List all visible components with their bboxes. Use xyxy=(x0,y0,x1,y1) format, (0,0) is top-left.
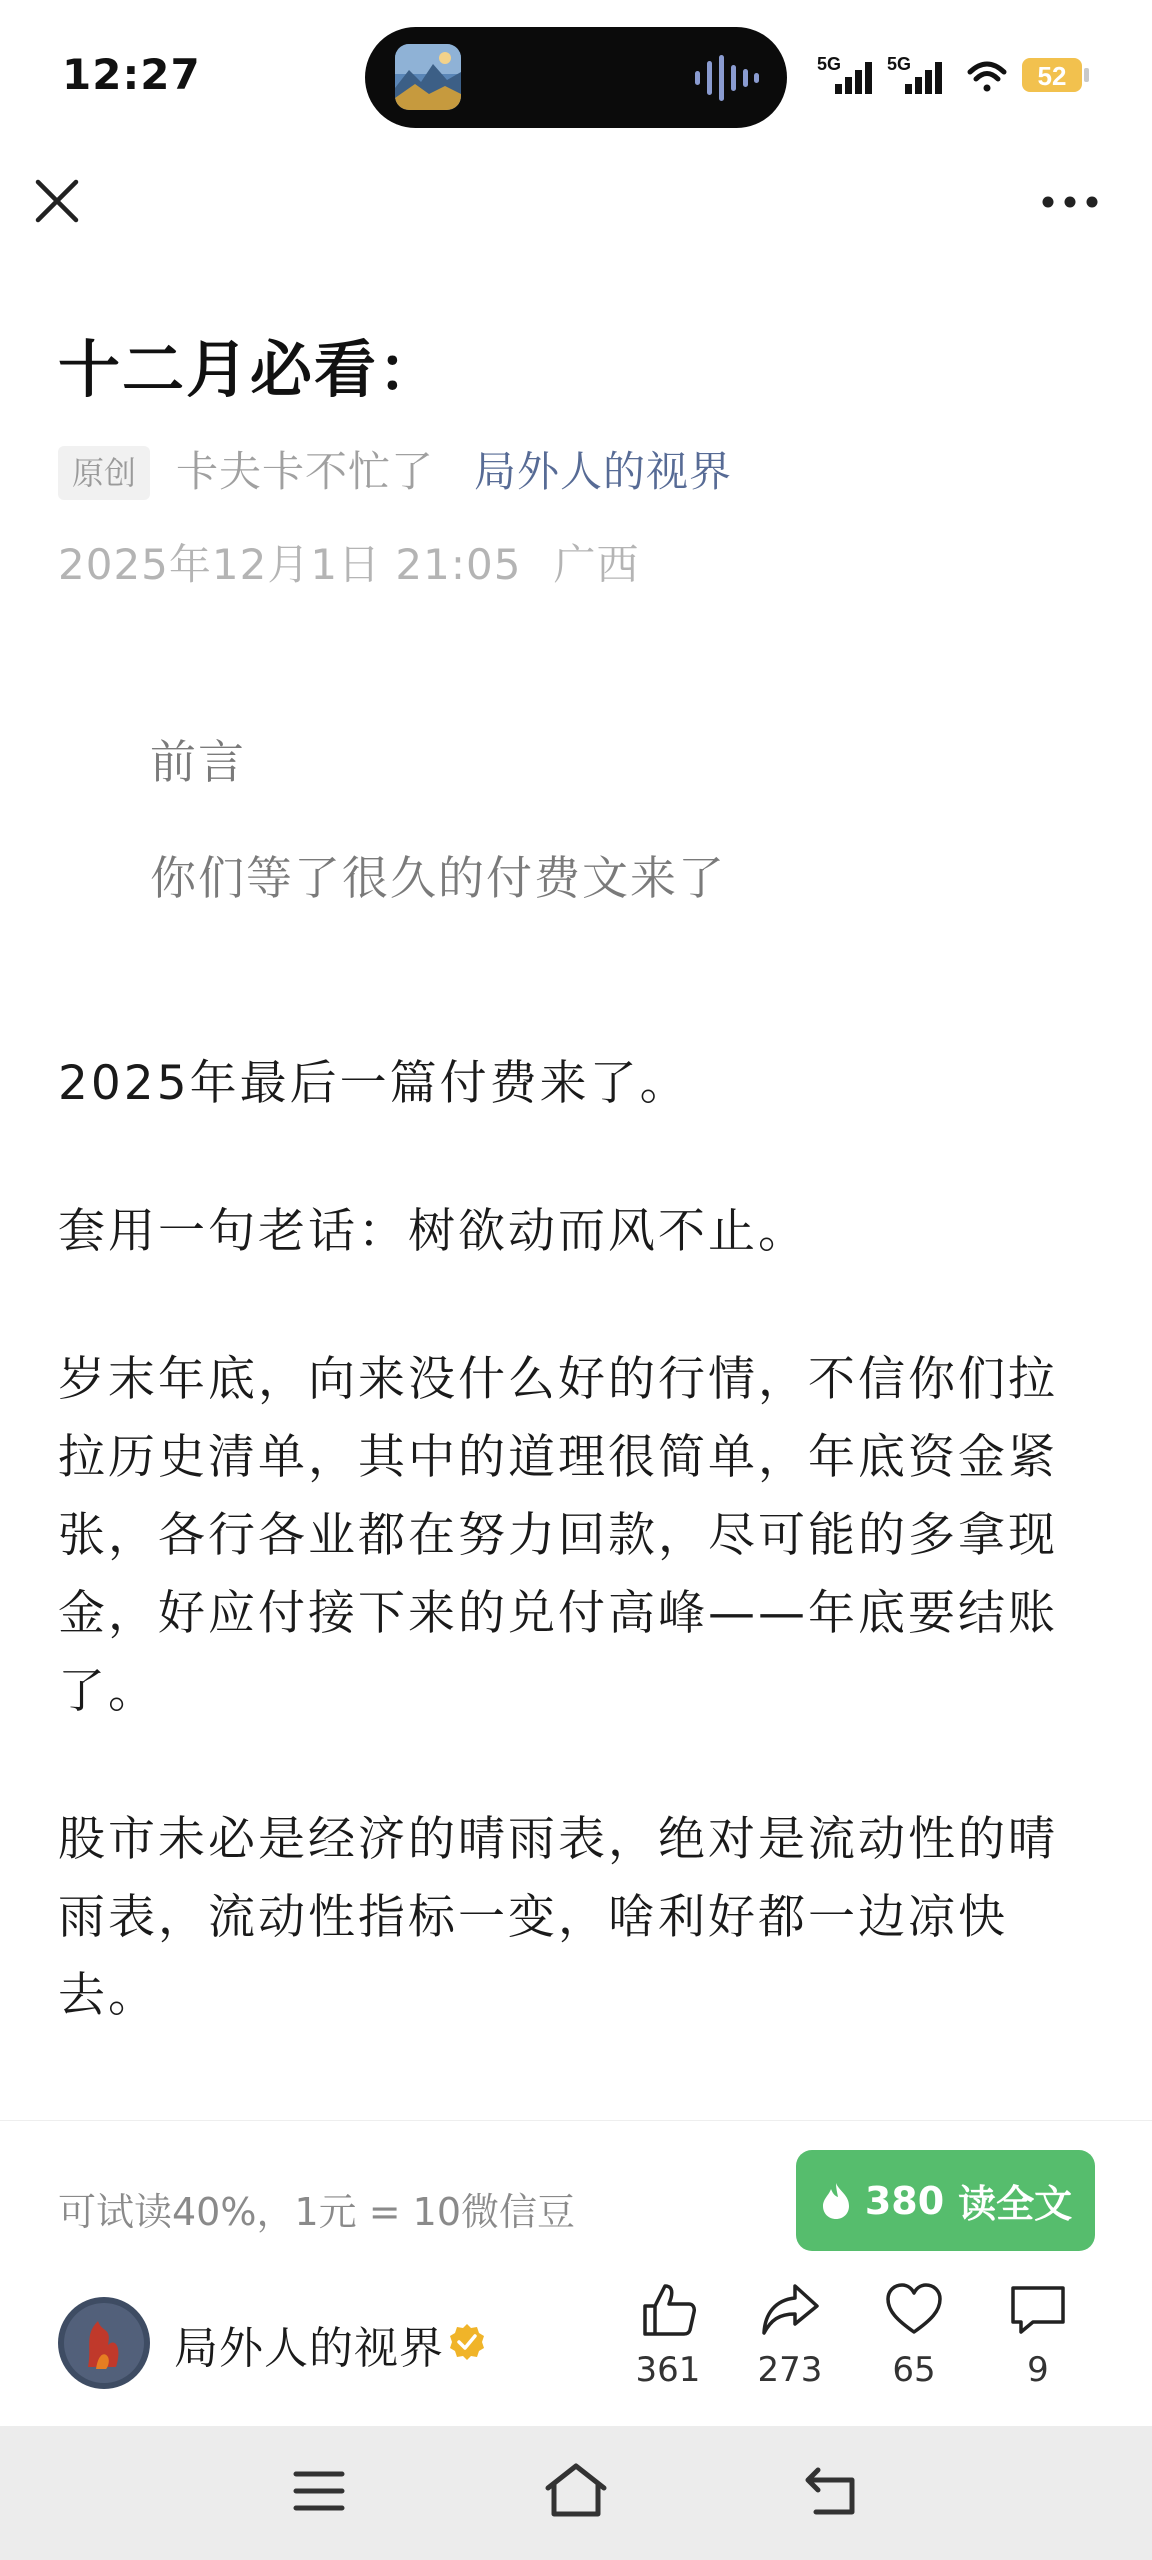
system-navigation-bar xyxy=(0,2426,1152,2560)
avatar[interactable] xyxy=(58,2297,150,2389)
article-paragraph: 岁末年底，向来没什么好的行情，不信你们拉拉历史清单，其中的道理很简单，年底资金紧张，各行各业都在努力回款，尽可能的多拿现金，好应付接下来的兑付高峰——年底要结账了。 xyxy=(58,1352,1058,1719)
favorite-count: 65 xyxy=(892,2350,936,2390)
preface-block xyxy=(150,726,1050,908)
article-body xyxy=(58,1045,1094,2105)
like-count: 361 xyxy=(635,2350,701,2390)
paywall-bar xyxy=(0,2120,1152,2427)
article-meta xyxy=(58,442,1118,502)
share-count: 273 xyxy=(757,2350,823,2390)
trial-read-text: 可试读40%，1元 = 10微信豆 xyxy=(58,2190,575,2234)
preface-heading: 前言 xyxy=(150,735,246,789)
network-5g-label-2: 5G xyxy=(887,54,912,74)
content-fade xyxy=(0,2050,1152,2120)
read-full-article-button[interactable] xyxy=(796,2150,1095,2251)
network-5g-label: 5G xyxy=(817,54,842,74)
home-icon[interactable] xyxy=(544,2462,608,2518)
wifi-icon xyxy=(970,64,1004,92)
favorite-button[interactable] xyxy=(864,2278,964,2408)
price-label: 380 xyxy=(864,2178,945,2223)
back-icon[interactable] xyxy=(802,2464,862,2518)
status-time: 12:27 xyxy=(62,50,201,99)
read-full-label: 读全文 xyxy=(958,2182,1073,2226)
status-icons xyxy=(815,50,1115,106)
like-button[interactable] xyxy=(618,2278,718,2408)
thumbs-up-icon xyxy=(637,2278,699,2340)
top-navigation xyxy=(0,150,1152,260)
wechat-bean-icon xyxy=(819,2181,853,2221)
footer-account-name[interactable]: 局外人的视界 xyxy=(174,2323,444,2374)
dynamic-island[interactable] xyxy=(365,27,787,128)
comment-count: 9 xyxy=(1027,2350,1049,2390)
heart-icon xyxy=(883,2278,945,2340)
verified-badge-icon xyxy=(448,2323,486,2361)
comment-icon xyxy=(1007,2278,1069,2340)
original-badge: 原创 xyxy=(58,446,150,500)
article-paragraph: 股市未必是经济的晴雨表，绝对是流动性的晴雨表，流动性指标一变，啥利好都一边凉快去。 xyxy=(58,1812,1058,2023)
menu-icon[interactable] xyxy=(292,2468,346,2514)
publish-date: 2025年12月1日 21:05 xyxy=(58,540,522,589)
share-icon xyxy=(759,2278,821,2340)
share-button[interactable] xyxy=(740,2278,840,2408)
status-bar xyxy=(0,0,1152,150)
comment-button[interactable] xyxy=(988,2278,1088,2408)
article-paragraph: 套用一句老话：树欲动而风不止。 xyxy=(58,1204,808,1259)
article-paragraph: 2025年最后一篇付费来了。 xyxy=(58,1056,690,1111)
close-icon[interactable] xyxy=(32,176,82,226)
audio-wave-icon xyxy=(693,55,759,101)
publish-info xyxy=(58,532,639,592)
article-title: 十二月必看： xyxy=(58,333,443,406)
more-icon[interactable] xyxy=(1038,182,1102,222)
account-name-link[interactable]: 局外人的视界 xyxy=(474,447,733,496)
island-app-thumbnail[interactable] xyxy=(395,44,461,110)
battery-icon xyxy=(1022,58,1089,92)
author-name: 卡夫卡不忙了 xyxy=(176,447,435,496)
publish-location: 广西 xyxy=(553,540,640,589)
preface-text: 你们等了很久的付费文来了 xyxy=(150,851,726,905)
battery-level: 52 xyxy=(1037,61,1067,91)
